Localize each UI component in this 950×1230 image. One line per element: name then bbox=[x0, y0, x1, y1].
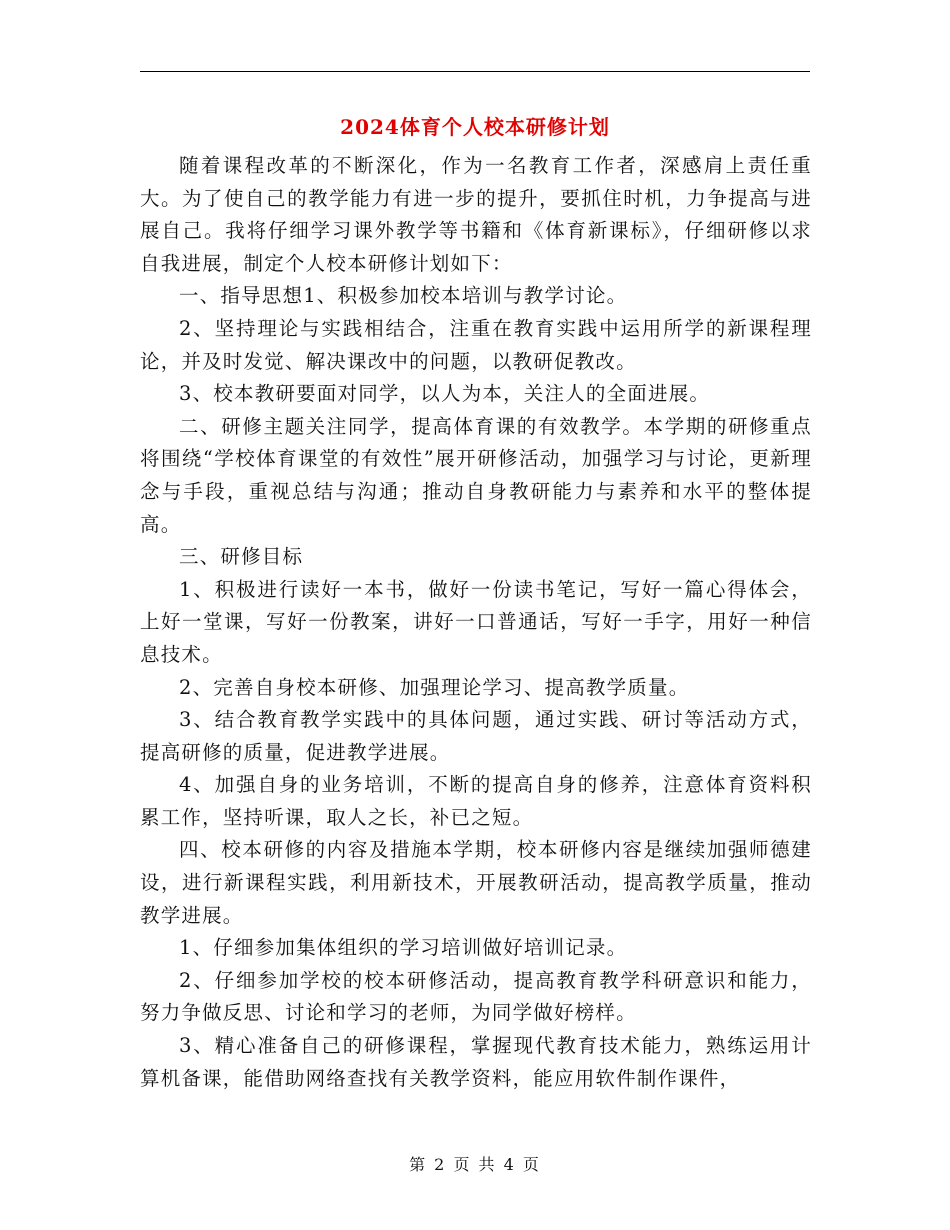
header-rule bbox=[140, 71, 810, 72]
paragraph-goal-4: 4、加强自身的业务培训，不断的提高自身的修养，注意体育资料积累工作，坚持听课，取人之长，补已之短。 bbox=[140, 773, 812, 829]
document-title: 2024体育个人校本研修计划 bbox=[340, 115, 610, 139]
paragraph-intro: 随着课程改革的不断深化，作为一名教育工作者，深感肩上责任重大。为了使自己的教学能力有进一步的提升，要抓住时机，力争提高与进展自己。我将仔细学习课外教学等书籍和《体育新课标》，仔细研修以求自我进展，制定个人校本研修计划如下： bbox=[140, 154, 812, 275]
document-body bbox=[140, 150, 812, 1095]
paragraph-goals-heading: 三、研修目标 bbox=[179, 545, 304, 569]
page-number-footer: 第 2 页 共 4 页 bbox=[409, 1155, 541, 1174]
paragraph-measure-3: 3、精心准备自己的研修课程，掌握现代教育技术能力，熟练运用计算机备课，能借助网络查找有关教学资料，能应用软件制作课件， bbox=[140, 1034, 812, 1090]
paragraph-content-measures: 四、校本研修的内容及措施本学期，校本研修内容是继续加强师德建设，进行新课程实践，利用新技术，开展教研活动，提高教学质量，推动教学进展。 bbox=[140, 838, 812, 927]
paragraph-guiding-3: 3、校本教研要面对同学，以人为本，关注人的全面进展。 bbox=[179, 382, 711, 406]
paragraph-measure-2: 2、仔细参加学校的校本研修活动，提高教育教学科研意识和能力，努力争做反思、讨论和学习的老师，为同学做好榜样。 bbox=[140, 968, 812, 1025]
paragraph-guiding-2: 2、坚持理论与实践相结合，注重在教育实践中运用所学的新课程理论，并及时发觉、解决课改中的问题，以教研促教改。 bbox=[140, 316, 812, 373]
paragraph-goal-3: 3、结合教育教学实践中的具体问题，通过实践、研讨等活动方式，提高研修的质量，促进教学进展。 bbox=[140, 708, 812, 764]
paragraph-measure-1: 1、仔细参加集体组织的学习培训做好培训记录。 bbox=[179, 936, 628, 960]
paragraph-goal-2: 2、完善自身校本研修、加强理论学习、提高教学质量。 bbox=[179, 675, 690, 699]
paragraph-goal-1: 1、积极进行读好一本书，做好一份读书笔记，写好一篇心得体会，上好一堂课，写好一份教案，讲好一口普通话，写好一手字，用好一种信息技术。 bbox=[140, 577, 812, 666]
paragraph-theme: 二、研修主题关注同学，提高体育课的有效教学。本学期的研修重点将围绕“学校体育课堂的有效性”展开研修活动，加强学习与讨论，更新理念与手段，重视总结与沟通；推动自身教研能力与素养和水平的整体提高。 bbox=[140, 414, 812, 536]
paragraph-guiding-1: 一、指导思想1、积极参加校本培训与教学讨论。 bbox=[179, 284, 628, 308]
